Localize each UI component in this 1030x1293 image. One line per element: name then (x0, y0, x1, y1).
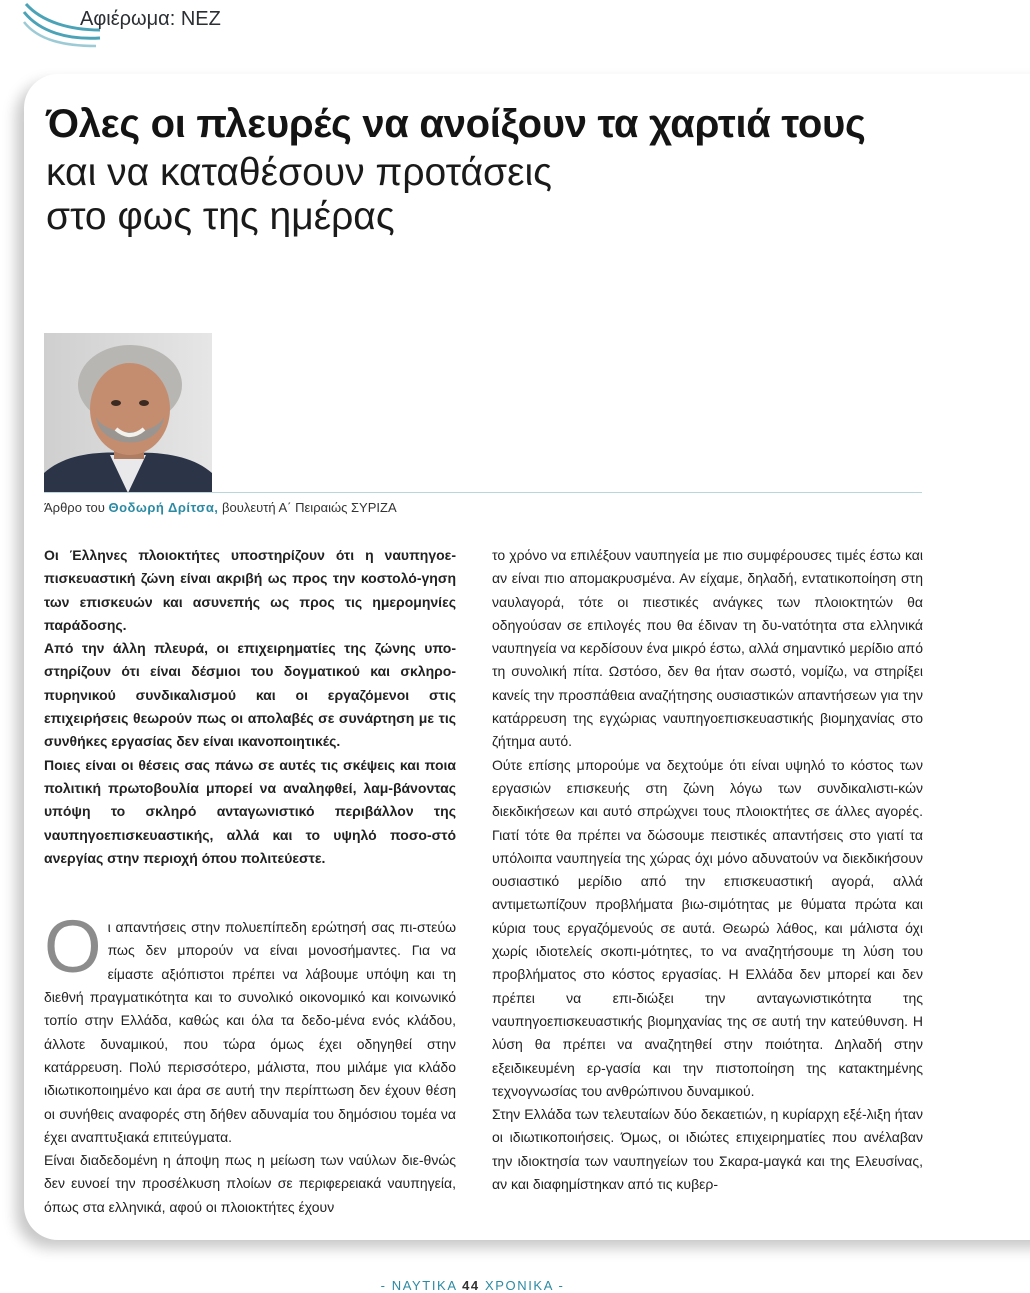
headline-line-2: και να καταθέσουν προτάσεις (46, 151, 552, 194)
body-paragraph: Είναι διαδεδομένη η άποψη πως η μείωση των ναύλων διε-θνώς δεν ευνοεί την προσέλκυση πλοίων σε περιφερειακά ναυπηγεία, όπως στα ελληνικά, αφού οι πλοιοκτήτες έχουν (44, 1152, 456, 1215)
lead-paragraph: Ποιες είναι οι θέσεις σας πάνω σε αυτές τις σκέψεις και ποια πολιτική πρωτοβουλία μπορεί να αναληφθεί, λαμ-βάνοντας υπόψη το σκληρό ανταγωνιστικό περιβάλλον της ναυπηγοεπισκευαστικής, αλλά και το υψηλό ποσο-στό ανεργίας στην περιοχή όπου πολιτεύεστε. (44, 756, 456, 866)
author-portrait-icon (44, 333, 212, 493)
left-column (44, 544, 456, 1219)
author-photo (44, 333, 212, 493)
byline-suffix: βουλευτή Α΄ Πειραιώς ΣΥΡΙΖΑ (218, 500, 397, 515)
headline-bold: Όλες οι πλευρές να ανοίξουν τα χαρτιά τους (46, 102, 866, 146)
body-paragraph: Στην Ελλάδα των τελευταίων δύο δεκαετιών, η κυρίαρχη εξέ-λιξη ήταν οι ιδιωτικοποιήσεις. Όμως, οι ιδιώτες επιχειρηματίες που ανέλαβαν την ιδιοκτησία των ναυπηγείων του Σκαρα-μαγκά και της Ελευσίνας, αν και διαφημίστηκαν από τις κυβερ- (492, 1106, 923, 1193)
body-paragraph: το χρόνο να επιλέξουν ναυπηγεία με πιο συμφέρουσες τιμές έστω και αν είναι πιο απομακρυσμένα. Αν είχαμε, δηλαδή, εντατικοποίηση στη ναυλαγορά, τότε οι πιεστικές ανάγκες των πλοιοκτητών θα οδηγούσαν σε επιλογές που θα έδιναν τη δυ-νατότητα στα ελληνικά ναυπηγεία να κερδίσουν ένα μικρό έστω, αλλά σημαντικό μερίδιο από τη συνολική πίτα. Ωστόσο, δεν θα ήταν σωστό, νομίζω, να στηρίξει κανείς την προσπάθεια αναζήτησης ουσιαστικών απαντήσεων για την κατάρρευση της εγχώριας ναυπηγοεπισκευαστικής βιομηχανίας στο ζήτημα αυτό. (492, 547, 923, 750)
footer-magazine-left: - ΝΑΥΤΙΚΑ (380, 1278, 463, 1293)
byline (44, 500, 397, 515)
body-paragraph: Ούτε επίσης μπορούμε να δεχτούμε ότι είναι υψηλό το κόστος των εργασιών επισκευής στη ζώνη λόγω των συνδικαλιστι-κών διεκδικήσεων και αυτό σπρώχνει τους πλοιοκτήτες σε άλλες αγορές. Γιατί τότε θα πρέπει να δώσουμε πειστικές απαντήσεις στο γιατί τα υπόλοιπα ναυπηγεία της χώρας όχι μόνο αδυνατούν να διεκδικήσουν ουσιαστικό μερίδιο από την επισκευαστική αγορά, αλλά αντιμετωπίζουν προβλήματα βιω-σιμότητας με θύματα πρώτα και κύρια τους εργαζόμενούς σε αυτά. Θεωρώ λάθος, και μάλιστα όχι χωρίς ιδιοτελείς σκοπι-μότητες, το να αναζητήσουμε τη λύση του προβλήματος στο κόστος εργασίας. Η Ελλάδα δεν μπορεί και δεν πρέπει να επι-διώξει την ανταγωνιστικότητα της ναυπηγοεπισκευαστικής βιομηχανίας της σε αυτή την κατεύθυνση. Η λύση θα πρέπει να αναζητηθεί στην ποιότητα. Δηλαδή στην εξειδικευμένη ερ-γασία και την πιστοποίηση της κατακτημένης τεχνογνωσίας του ανθρώπινου δυναμικού. (492, 756, 923, 1099)
body-paragraph-text: ι απαντήσεις στην πολυεπίπεδη ερώτησή σας πι-στεύω πως δεν μπορούν να είναι μονοσήμαντες. Για να είμαστε αξιόπιστοι πρέπει να λάβουμε υπόψη και τη διεθνή πραγματικότητα και το συνολικό οικονομικό και κοινωνικό τοπίο στην Ελλάδα, καθώς και όλα τα δεδο-μένα ενός κλάδου, άλλοτε δυναμικού, που τώρα όμως έχει οδηγηθεί στην κατάρρευση. Πολύ περισσότερο, μάλιστα, που μιλάμε για κλάδο ιδιωτικοποιημένο και άρα σε αυτή την περίπτωση δεν έχουν θέση οι συνήθεις αναφορές στη δήθεν αδυναμία του δημόσιου τομέα να έχει αναπτυξιακά επιτεύγματα. (44, 919, 456, 1145)
lead-paragraph: Από την άλλη πλευρά, οι επιχειρηματίες της ζώνης υπο-στηρίζουν ότι είναι δέσμιοι του δογματικού και σκληρο-πυρηνικού συνδικαλισμού και οι εργαζόμενοι στις επιχειρήσεις θεωρούν πως οι απολαβές σε συνάρτηση με τις συνθήκες εργασίας δεν είναι ικανοποιητικές. (44, 640, 456, 750)
page-number: 44 (462, 1278, 480, 1293)
byline-divider (44, 492, 922, 493)
body-paragraph (44, 905, 456, 1149)
dropcap: Ο (44, 905, 102, 989)
byline-prefix: Άρθρο του (44, 500, 109, 515)
section-label: Αφιέρωμα: ΝΕΖ (80, 8, 221, 30)
byline-author: Θοδωρή Δρίτσα, (108, 500, 219, 515)
footer-magazine-right: ΧΡΟΝΙΚΑ - (479, 1278, 565, 1293)
right-column (492, 544, 923, 1196)
lead-paragraph: Οι Έλληνες πλοιοκτήτες υποστηρίζουν ότι η ναυπηγοε-πισκευαστική ζώνη είναι ακριβή ως προς την κοστολό-γηση των επισκευών και ασυνεπής ως προς τις ημερομηνίες παράδοσης. (44, 547, 456, 633)
headline-line-3: στο φως της ημέρας (46, 195, 395, 238)
